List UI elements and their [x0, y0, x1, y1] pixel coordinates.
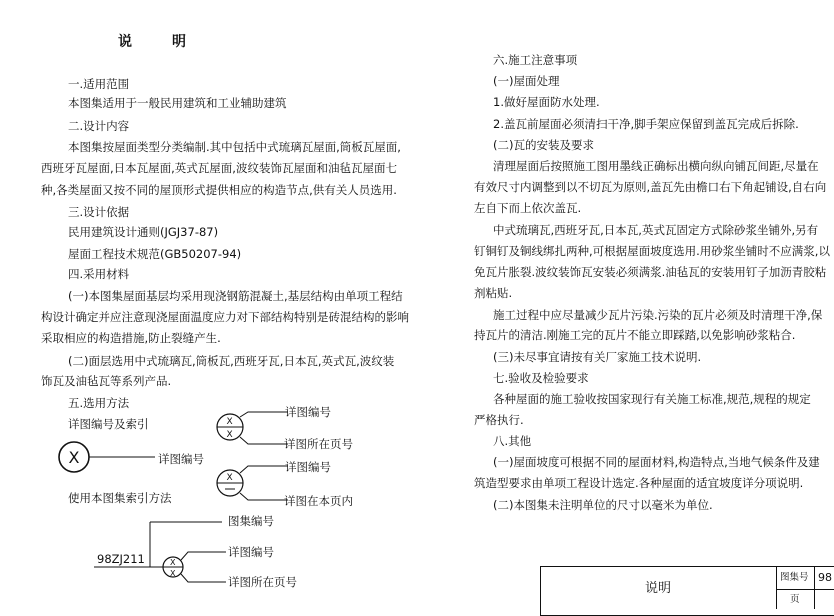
- svg-text:X: X: [226, 473, 233, 483]
- section-4-line-4: (二)面层选用中式琉璃瓦,筒板瓦,西班牙瓦,日本瓦,英式瓦,波纹装: [68, 354, 395, 368]
- section-4-line-2: 构设计确定并应注意现浇屋面温度应力对下部结构特别是砖混结构的影响: [41, 310, 409, 324]
- title-block-row-line: [776, 589, 834, 590]
- section-6-a-heading: (一)屋面处理: [493, 74, 560, 88]
- label-detail-number-b: 详图编号: [285, 405, 331, 419]
- section-8-line-3: (二)本图集未注明单位的尺寸以毫米为单位.: [493, 498, 713, 512]
- section-6-a-1: 1.做好屋面防水处理.: [493, 95, 600, 109]
- section-4-line-3: 采取相应的构造措施,防止裂缝产生.: [41, 331, 221, 345]
- section-6-b-4: 中式琉璃瓦,西班牙瓦,日本瓦,英式瓦固定方式除砂浆坐铺外,另有: [493, 223, 819, 237]
- section-6-b-5: 钉铜钉及铜线绑扎两种,可根据屋面坡度选用.用砂浆坐铺时不应满浆,以: [474, 244, 830, 258]
- section-8-line-1: (一)屋面坡度可根据不同的屋面材料,构造特点,当地气候条件及建: [493, 455, 820, 469]
- svg-text:X: X: [226, 430, 233, 440]
- atlas-index-method-label: 使用本图集索引方法: [68, 491, 172, 505]
- title-block-divider-1: [776, 566, 777, 609]
- label-detail-page-b: 详图所在页号: [228, 575, 297, 589]
- section-4-line-1: (一)本图集屋面基层均采用现浇钢筋混凝土,基层结构由单项工程结: [68, 289, 403, 303]
- section-3-line-2: 屋面工程技术规范(GB50207-94): [68, 247, 242, 261]
- split-circle-icon-a: [210, 400, 290, 460]
- section-3-line-1: 民用建筑设计通则(JGJ37-87): [68, 225, 219, 239]
- detail-index-symbol-text: X: [68, 448, 80, 467]
- title-block-atlas-label: 图集号: [780, 572, 809, 583]
- label-detail-number-d: 详图编号: [228, 545, 274, 559]
- section-6-b-6: 免瓦片胀裂.波纹装饰瓦安装必须满浆.油毡瓦的安装用钉子加沥青胶粘: [474, 265, 827, 279]
- label-detail-number-c: 详图编号: [285, 460, 331, 474]
- section-6-b-2: 有效尺寸内调整到以不切瓦为原则,盖瓦先由檐口右下角起铺设,自右向: [474, 180, 827, 194]
- svg-text:X: X: [226, 417, 233, 427]
- section-6-b-1: 清理屋面后按照施工图用墨线正确标出横向纵向铺瓦间距,尽量在: [493, 159, 819, 173]
- page-title-left: 说: [118, 34, 134, 50]
- detail-index-label: 详图编号及索引: [68, 417, 149, 431]
- section-6-c: (三)未尽事宜请按有关厂家施工技术说明.: [493, 350, 702, 364]
- section-8-heading: 八.其他: [493, 434, 532, 448]
- section-3-heading: 三.设计依据: [68, 205, 130, 219]
- title-block-name: 说明: [645, 581, 672, 596]
- section-2-heading: 二.设计内容: [68, 119, 130, 133]
- label-detail-number-a: 详图编号: [158, 452, 204, 466]
- section-8-line-2: 筑造型要求由单项工程设计选定.各种屋面的适宜坡度详分项说明.: [474, 476, 804, 490]
- page-title-right: 明: [172, 34, 188, 50]
- section-2-line-1: 本图集按屋面类型分类编制.其中包括中式琉璃瓦屋面,筒板瓦屋面,: [68, 140, 401, 154]
- label-on-this-page: 详图在本页内: [284, 494, 353, 508]
- section-2-line-3: 种,各类屋面又按不同的屋顶形式提供相应的构造节点,供有关人员选用.: [41, 183, 397, 197]
- split-circle-icon-b: [210, 456, 290, 516]
- section-6-b-3: 左自下而上依次盖瓦.: [474, 201, 582, 215]
- section-6-b-9: 持瓦片的清洁.刚施工完的瓦片不能立即踩踏,以免影响砂浆粘合.: [474, 328, 796, 342]
- title-block-atlas-value: 98: [818, 571, 832, 584]
- label-detail-page: 详图所在页号: [284, 437, 353, 451]
- section-7-heading: 七.验收及检验要求: [493, 371, 589, 385]
- title-block-page-label: 页: [790, 594, 800, 605]
- svg-text:X: X: [170, 558, 176, 567]
- section-4-line-5: 饰瓦及油毡瓦等系列产品.: [41, 374, 172, 388]
- section-2-line-2: 西班牙瓦屋面,日本瓦屋面,英式瓦屋面,波纹装饰瓦屋面和油毡瓦屋面七: [41, 161, 397, 175]
- atlas-code: 98ZJ211: [97, 552, 145, 566]
- section-1-heading: 一.适用范围: [68, 77, 130, 91]
- section-4-heading: 四.采用材料: [68, 267, 130, 281]
- section-6-b-heading: (二)瓦的安装及要求: [493, 138, 594, 152]
- title-block-divider-2: [814, 566, 815, 609]
- atlas-index-icon: [92, 510, 232, 590]
- section-1-text: 本图集适用于一般民用建筑和工业辅助建筑: [68, 96, 287, 110]
- section-7-line-1: 各种屋面的施工验收按国家现行有关施工标准,规范,规程的规定: [493, 392, 811, 406]
- label-atlas-number: 图集编号: [228, 514, 274, 528]
- section-5-heading: 五.选用方法: [68, 396, 130, 410]
- section-6-b-8: 施工过程中应尽量减少瓦片污染.污染的瓦片必须及时清理干净,保: [493, 308, 823, 322]
- section-6-b-7: 剂粘贴.: [474, 286, 513, 300]
- section-6-heading: 六.施工注意事项: [493, 53, 578, 67]
- section-6-a-2: 2.盖瓦前屋面必须清扫干净,脚手架应保留到盖瓦完成后拆除.: [493, 117, 799, 131]
- svg-text:X: X: [170, 569, 176, 578]
- section-7-line-2: 严格执行.: [474, 413, 524, 427]
